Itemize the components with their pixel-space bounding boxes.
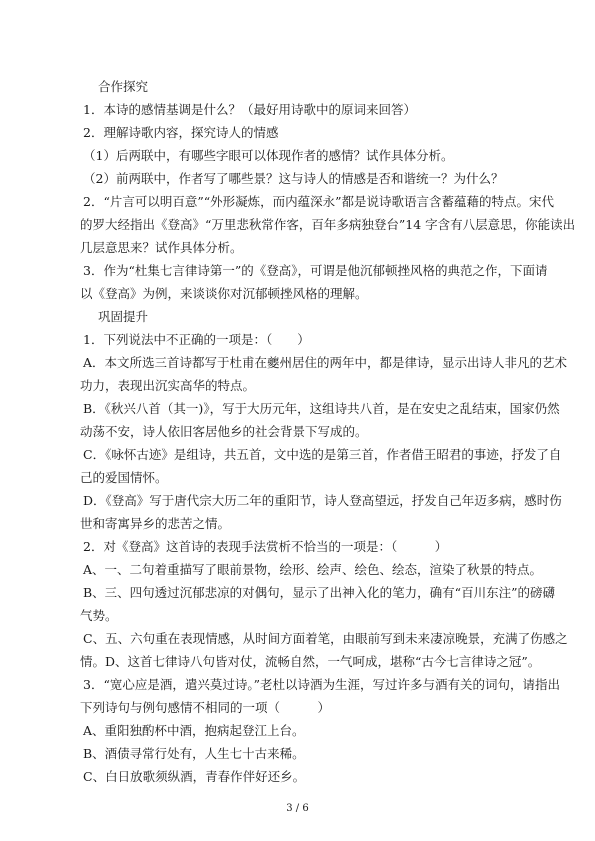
question-2-sub-1: （1）后两联中，有哪些字眼可以体现作者的感情？试作具体分析。 (83, 148, 454, 163)
exercise-2-option-b-line-1: B、三、四句透过沉郁悲凉的对偶句，显示了出神入化的笔力，确有“百川东注”的磅礴 (83, 585, 555, 600)
exercise-3-line-1: 3．“宽心应是酒，遣兴莫过诗。”老杜以诗酒为生涯，写过许多与酒有关的词句，请指出 (83, 677, 560, 692)
exercise-3-option-a: A、重阳独酌杯中酒，抱病起登江上台。 (83, 723, 305, 738)
question-2: 2．理解诗歌内容，探究诗人的情感 (83, 125, 279, 140)
exercise-3-option-c: C、白日放歌须纵酒，青春作伴好还乡。 (83, 769, 306, 784)
section-heading-cooperative-inquiry: 合作探究 (98, 79, 149, 94)
question-3-line-2: 以《登高》为例，来谈谈你对沉郁顿挫风格的理解。 (80, 286, 368, 301)
exercise-2-option-c-d-line: 情。D、这首七律诗八句皆对仗，流畅自然，一气呵成，堪称“古今七言律诗之冠”。 (80, 654, 541, 669)
exercise-3-line-2: 下列诗句与例句感情不相同的一项（ ） (80, 700, 331, 715)
question-2b-line-2: 的罗大经指出《登高》“万里悲秋常作客，百年多病独登台”14 字含有八层意思，你能读出 (80, 217, 576, 232)
exercise-2-option-b-line-2: 气势。 (80, 608, 118, 623)
exercise-2-option-a: A、一、二句着重描写了眼前景物，绘形、绘声、绘色、绘态，渲染了秋景的特点。 (83, 562, 543, 577)
question-2b-line-1: 2．“片言可以明百意”“外形凝炼，而内蕴深永”都是说诗歌语言含蓄蕴藉的特点。宋代 (83, 194, 555, 209)
exercise-1-option-d-line-1: D．《登高》写于唐代宗大历二年的重阳节，诗人登高望远，抒发自己年迈多病，感时伤 (83, 493, 562, 508)
exercise-1-option-b-line-1: B．《秋兴八首（其一)》，写于大历元年，这组诗共八首，是在安史之乱结束，国家仍然 (83, 401, 560, 416)
exercise-1: 1．下列说法中不正确的一项是：（ ） (83, 332, 310, 347)
exercise-3-option-b: B、酒债寻常行处有，人生七十古来稀。 (83, 746, 305, 761)
section-heading-consolidation: 巩固提升 (98, 309, 149, 324)
question-1: 1．本诗的感情基调是什么？（最好用诗歌中的原词来回答） (83, 102, 416, 117)
page-number: 3 / 6 (286, 803, 309, 814)
question-2b-line-3: 几层意思来？试作具体分析。 (80, 240, 243, 255)
exercise-1-option-c-line-1: C．《咏怀古迹》是组诗，共五首，文中选的是第三首，作者借王昭君的事迹，抒发了自 (83, 447, 562, 462)
exercise-2: 2．对《登高》这首诗的表现手法赏析不恰当的一项是：（ ） (83, 539, 448, 554)
question-3-line-1: 3．作为“杜集七言律诗第一”的《登高》，可谓是他沉郁顿挫风格的典范之作，下面请 (83, 263, 548, 278)
question-2-sub-2: （2）前两联中，作者写了哪些景？这与诗人的情感是否和谐统一？为什么？ (83, 171, 504, 186)
exercise-1-option-d-line-2: 世和寄寓异乡的悲苦之情。 (80, 516, 231, 531)
exercise-1-option-a-line-1: A．本文所选三首诗都写于杜甫在夔州居住的两年中，都是律诗，显示出诗人非凡的艺术 (83, 355, 568, 370)
exercise-1-option-c-line-2: 己的爱国情怀。 (80, 470, 168, 485)
exercise-1-option-a-line-2: 功力，表现出沉实高华的特点。 (80, 378, 256, 393)
exercise-1-option-b-line-2: 动荡不安，诗人依旧客居他乡的社会背景下写成的。 (80, 424, 368, 439)
exercise-2-option-c-line-1: C、五、六句重在表现情感，从时间方面着笔，由眼前写到未来凄凉晚景，充满了伤感之 (83, 631, 568, 646)
